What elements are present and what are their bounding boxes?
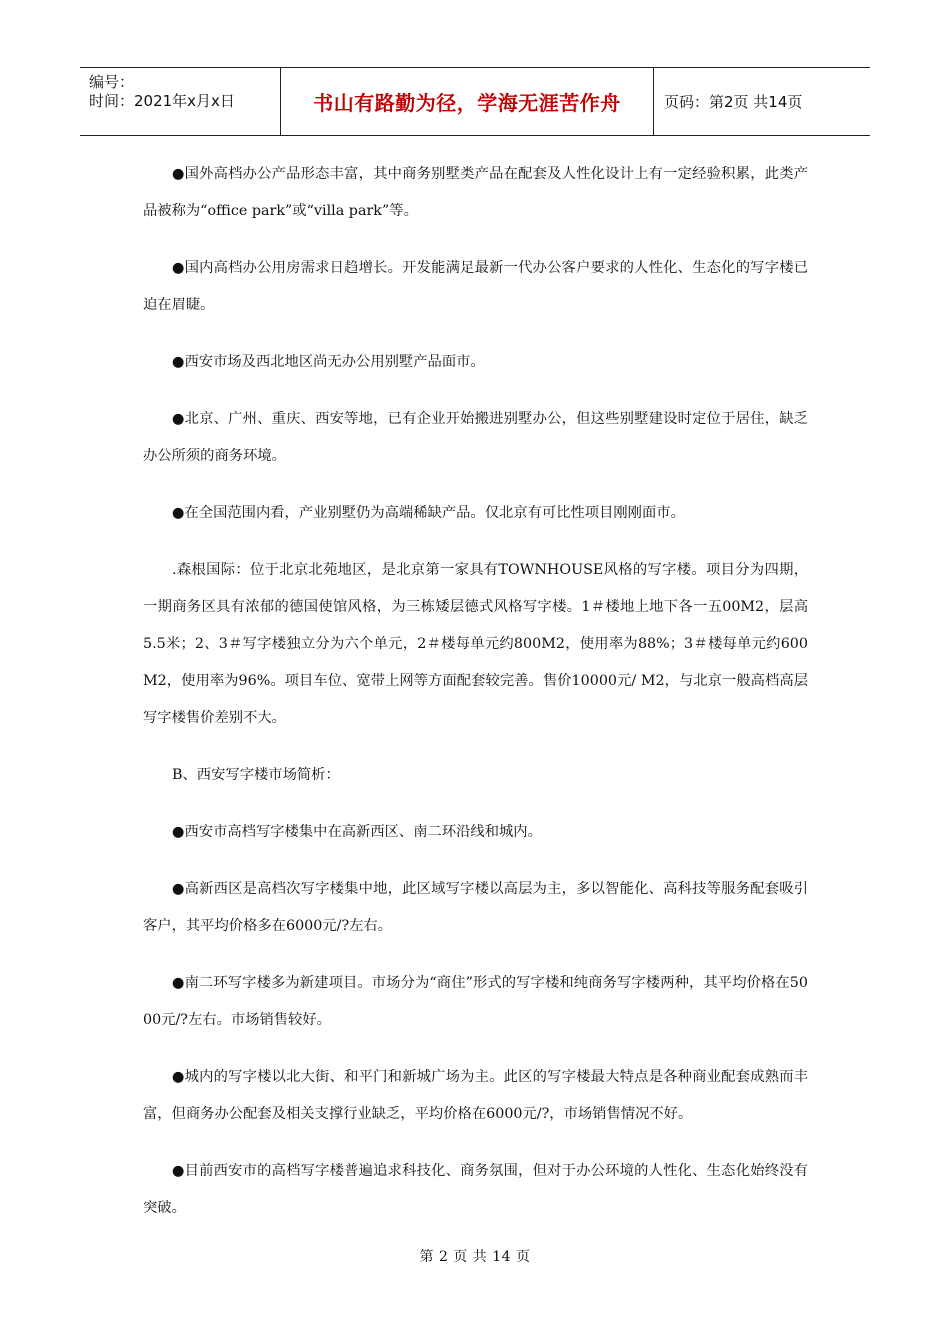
header-meta: [80, 68, 281, 135]
document-number-label: 编号：: [89, 73, 135, 91]
header-page-info: 页码：第2页 共14页: [664, 93, 803, 111]
paragraph: .森根国际：位于北京北苑地区，是北京第一家具有TOWNHOUSE风格的写字楼。项目分为四期，一期商务区具有浓郁的德国使馆风格，为三栋矮层德式风格写字楼。1＃楼地上地下各一五00M2，层高5.5米；2、3＃写字楼独立分为六个单元，2＃楼每单元约800M2，使用率为88%；3＃楼每单元约600M2，使用率为96%。项目车位、宽带上网等方面配套较完善。售价10000元/ M2，与北京一般高档高层写字楼售价差别不大。: [143, 562, 808, 726]
document-body: [143, 156, 808, 1247]
paragraph: ●西安市场及西北地区尚无办公用别墅产品面市。: [172, 354, 485, 370]
page-header: [80, 67, 870, 136]
page-footer: 第 2 页 共 14 页: [419, 1249, 531, 1265]
paragraph: ●南二环写字楼多为新建项目。市场分为“商住”形式的写字楼和纯商务写字楼两种，其平均价格在5000元/?左右。市场销售较好。: [143, 975, 808, 1028]
paragraph: ●目前西安市的高档写字楼普遍追求科技化、商务氛围，但对于办公环境的人性化、生态化始终没有突破。: [143, 1163, 808, 1216]
paragraph: ●西安市高档写字楼集中在高新西区、南二环沿线和城内。: [172, 824, 542, 840]
document-time-label: 时间：2021年x月x日: [89, 92, 235, 110]
paragraph: ●国外高档办公产品形态丰富，其中商务别墅类产品在配套及人性化设计上有一定经验积累，此类产品被称为“office park”或“villa park”等。: [143, 166, 808, 219]
header-motto: 书山有路勤为径，学海无涯苦作舟: [281, 68, 654, 135]
paragraph: ●北京、广州、重庆、西安等地，已有企业开始搬进别墅办公，但这些别墅建设时定位于居住，缺乏办公所须的商务环境。: [143, 411, 808, 464]
paragraph: ●城内的写字楼以北大街、和平门和新城广场为主。此区的写字楼最大特点是各种商业配套成熟而丰富，但商务办公配套及相关支撑行业缺乏，平均价格在6000元/?，市场销售情况不好。: [143, 1069, 808, 1122]
paragraph: ●在全国范围内看，产业别墅仍为高端稀缺产品。仅北京有可比性项目刚刚面市。: [172, 505, 685, 521]
section-heading: B、西安写字楼市场简析：: [172, 767, 340, 783]
paragraph: ●高新西区是高档次写字楼集中地，此区域写字楼以高层为主，多以智能化、高科技等服务配套吸引客户，其平均价格多在6000元/?左右。: [143, 881, 808, 934]
paragraph: ●国内高档办公用房需求日趋增长。开发能满足最新一代办公客户要求的人性化、生态化的写字楼已迫在眉睫。: [143, 260, 808, 313]
